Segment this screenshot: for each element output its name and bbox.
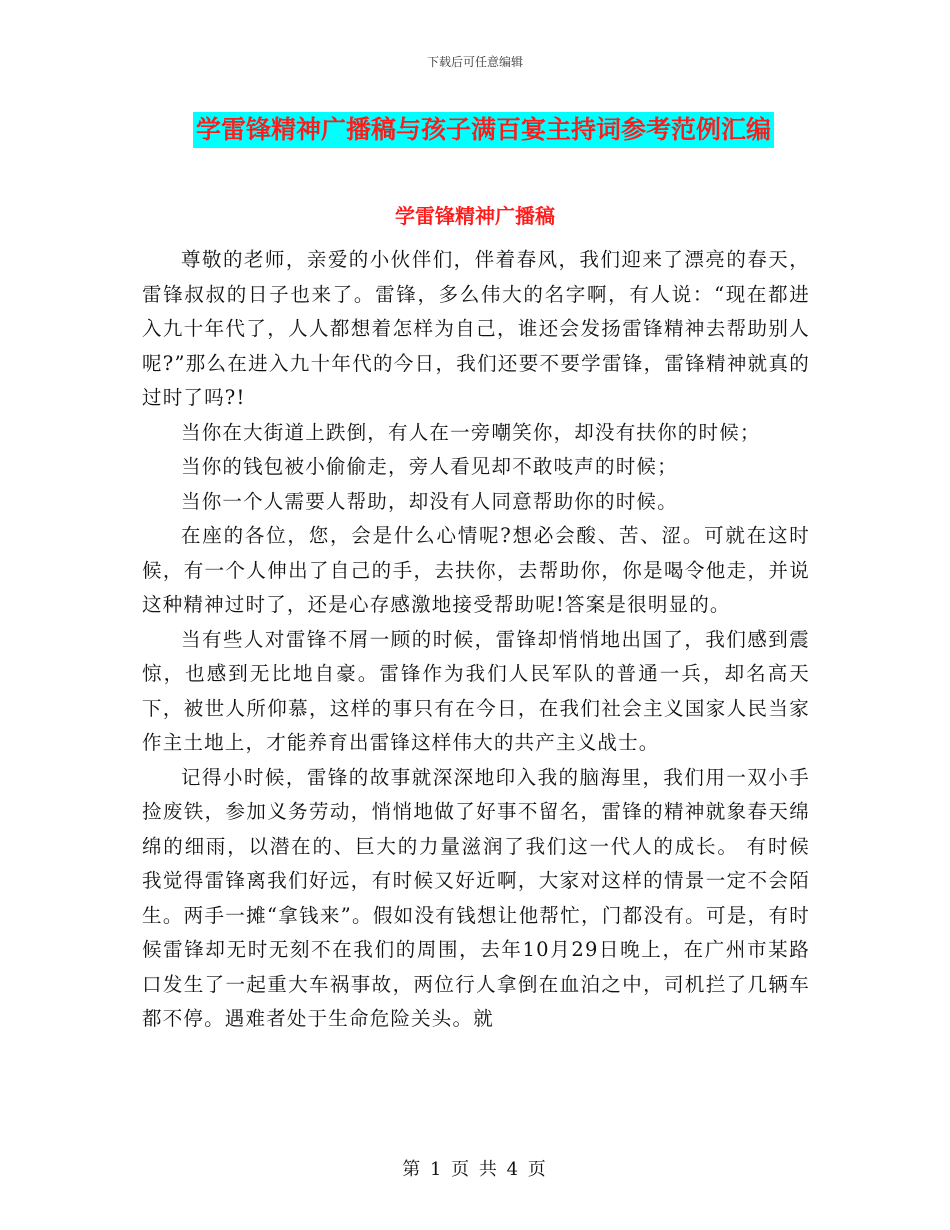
paragraph: 尊敬的老师，亲爱的小伙伴们，伴着春风，我们迎来了漂亮的春天，雷锋叔叔的日子也来了。雷锋，多么伟大的名字啊，有人说：“现在都进入九十年代了，人人都想着怎样为自己，谁还会发扬雷锋精神去帮助别人呢?”那么在进入九十年代的今日，我们还要不要学雷锋，雷锋精神就真的过时了吗?! — [142, 248, 810, 409]
paragraph: 记得小时候，雷锋的故事就深深地印入我的脑海里，我们用一双小手捡废铁，参加义务劳动，悄悄地做了好事不留名，雷锋的精神就象春天绵绵的细雨，以潜在的、巨大的力量滋润了我们这一代人的成长。 有时候我觉得雷锋离我们好远，有时候又好近啊，大家对这样的情景一定不会陌生。两手一摊“拿钱来”。假如没有钱想让他帮忙，门都没有。可是，有时候雷锋却无时无刻不在我们的周围，去年10月29日晚上，在广州市某路口发生了一起重大车祸事故，两位行人拿倒在血泊之中，司机拦了几辆车都不停。遇难者处于生命危险关头。就 — [142, 765, 810, 1030]
paragraph: 当有些人对雷锋不屑一顾的时候，雷锋却悄悄地出国了，我们感到震惊，也感到无比地自豪。雷锋作为我们人民军队的普通一兵，却名高天下，被世人所仰慕，这样的事只有在今日，在我们社会主义国家人民当家作主土地上，才能养育出雷锋这样伟大的共产主义战士。 — [142, 627, 810, 754]
paragraph: 当你的钱包被小偷偷走，旁人看见却不敢吱声的时候； — [181, 455, 678, 478]
paragraph: 当你一个人需要人帮助，却没有人同意帮助你的时候。 — [181, 489, 678, 513]
document-body — [142, 243, 810, 1037]
header-note: 下载后可任意编辑 — [426, 55, 523, 69]
paragraph: 在座的各位，您，会是什么心情呢?想必会酸、苦、涩。可就在这时候，有一个人伸出了自己的手，去扶你，去帮助你，你是喝令他走，并说这种精神过时了，还是心存感激地接受帮助呢!答案是很明显的。 — [142, 524, 810, 616]
document-title: 学雷锋精神广播稿与孩子满百宴主持词参考范例汇编 — [193, 112, 774, 148]
section-title: 学雷锋精神广播稿 — [395, 204, 555, 228]
paragraph: 当你在大街道上跌倒，有人在一旁嘲笑你，却没有扶你的时候； — [181, 420, 761, 444]
page-footer: 第 1 页 共 4 页 — [402, 1159, 548, 1180]
